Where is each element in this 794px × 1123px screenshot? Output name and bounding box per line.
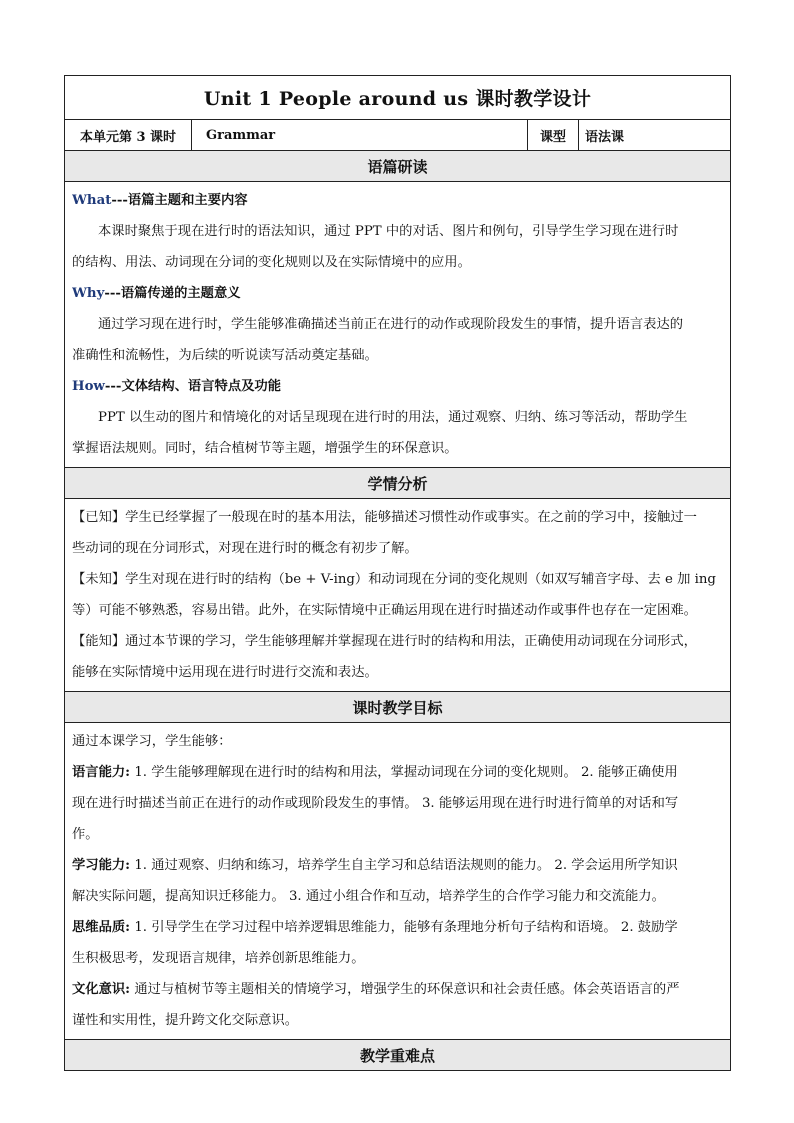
learning-ability-line: 学习能力: 1. 通过观察、归纳和练习，培养学生自主学习和总结语法规则的能力。 2. 学会运用所学知识 xyxy=(72,858,678,873)
lesson-plan-document xyxy=(64,75,730,1071)
reading-content xyxy=(65,182,731,468)
how-paragraph-line: PPT 以生动的图片和情境化的对话呈现现在进行时的用法，通过观察、归纳、练习等活动，帮助学生 xyxy=(98,410,688,425)
lesson-plan-table xyxy=(64,75,731,1071)
language-ability-line: 作。 xyxy=(72,827,99,842)
language-ability-line: 语言能力: 1. 学生能够理解现在进行时的结构和用法，掌握动词现在分词的变化规则。 2. 能够正确使用 xyxy=(72,765,678,780)
learning-ability-line: 解决实际问题，提高知识迁移能力。 3. 通过小组合作和互动，培养学生的合作学习能力和交流能力。 xyxy=(72,889,665,904)
why-paragraph-line: 通过学习现在进行时，学生能够准确描述当前正在进行的动作或现阶段发生的事情，提升语言表达的 xyxy=(98,317,684,332)
section-header-reading: 语篇研读 xyxy=(65,151,731,182)
what-paragraph-line: 的结构、用法、动词现在分词的变化规则以及在实际情境中的应用。 xyxy=(72,255,471,270)
section-header-objectives: 课时教学目标 xyxy=(65,692,731,723)
why-paragraph-line: 准确性和流畅性，为后续的听说读写活动奠定基础。 xyxy=(72,348,378,363)
objectives-intro: 通过本课学习，学生能够： xyxy=(72,734,232,749)
why-heading: Why---语篇传递的主题意义 xyxy=(72,286,241,301)
section-header-analysis: 学情分析 xyxy=(65,468,731,499)
thinking-quality-line: 生积极思考，发现语言规律，培养创新思维能力。 xyxy=(72,951,365,966)
cultural-awareness-line: 谨性和实用性，提升跨文化交际意识。 xyxy=(72,1013,299,1028)
analysis-line: 【未知】学生对现在进行时的结构（be + V-ing）和动词现在分词的变化规则（如双写辅音字母、去 e 加 ing xyxy=(72,572,716,587)
analysis-line: 些动词的现在分词形式，对现在进行时的概念有初步了解。 xyxy=(72,541,418,556)
cultural-awareness-line: 文化意识: 通过与植树节等主题相关的情境学习，增强学生的环保意识和社会责任感。体会英语语言的严 xyxy=(72,982,680,997)
how-paragraph-line: 掌握语法规则。同时，结合植树节等主题，增强学生的环保意识。 xyxy=(72,441,458,456)
how-heading: How---文体结构、语言特点及功能 xyxy=(72,379,282,394)
lesson-number: 本单元第 3 课时 xyxy=(65,120,192,151)
what-heading: What---语篇主题和主要内容 xyxy=(72,193,248,208)
language-ability-line: 现在进行时描述当前正在进行的动作或现阶段发生的事情。 3. 能够运用现在进行时进行简单的对话和写 xyxy=(72,796,679,811)
lesson-topic: Grammar xyxy=(192,120,528,151)
analysis-line: 【已知】学生已经掌握了一般现在时的基本用法，能够描述习惯性动作或事实。在之前的学习中，接触过一 xyxy=(72,510,697,525)
lesson-type-value: 语法课 xyxy=(579,120,731,151)
lesson-type-label: 课型 xyxy=(528,120,579,151)
thinking-quality-line: 思维品质: 1. 引导学生在学习过程中培养逻辑思维能力，能够有条理地分析句子结构和语境。 2. 鼓励学 xyxy=(72,920,678,935)
analysis-content xyxy=(65,499,731,692)
what-paragraph-line: 本课时聚焦于现在进行时的语法知识，通过 PPT 中的对话、图片和例句，引导学生学习现在进行时 xyxy=(98,224,679,239)
section-header-keypoints: 教学重难点 xyxy=(65,1040,731,1071)
document-title: Unit 1 People around us 课时教学设计 xyxy=(65,76,731,120)
meta-row xyxy=(65,120,731,151)
analysis-line: 等）可能不够熟悉，容易出错。此外，在实际情境中正确运用现在进行时描述动作或事件也存在一定困难。 xyxy=(72,603,697,618)
analysis-line: 能够在实际情境中运用现在进行时进行交流和表达。 xyxy=(72,665,378,680)
objectives-content xyxy=(65,723,731,1040)
analysis-line: 【能知】通过本节课的学习，学生能够理解并掌握现在进行时的结构和用法，正确使用动词现在分词形式， xyxy=(72,634,697,649)
